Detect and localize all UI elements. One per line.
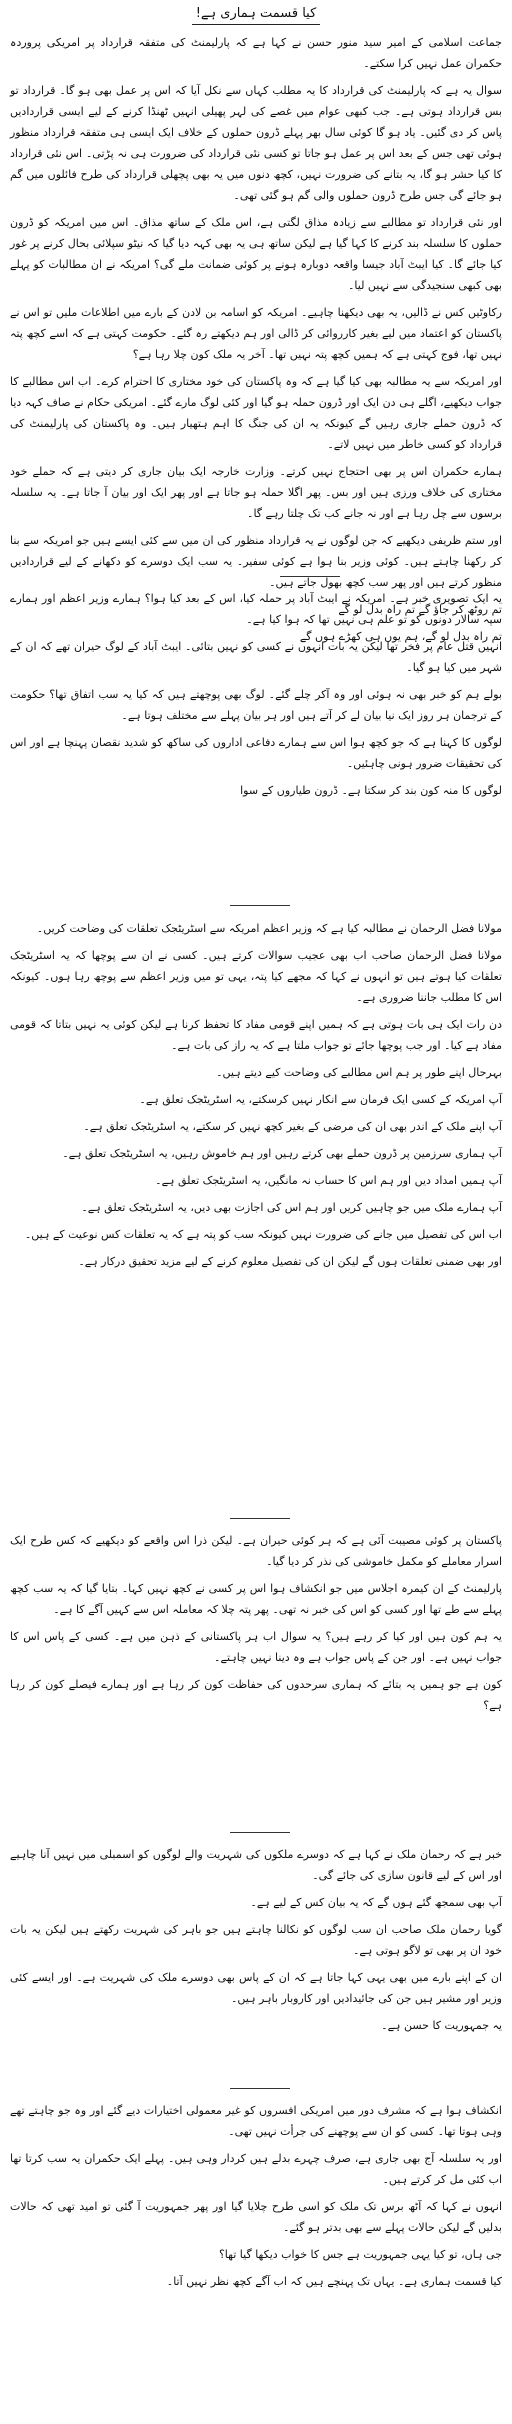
article-paragraph: آپ اپنے ملک کے اندر بھی ان کی مرضی کے بغیر کچھ نہیں کر سکتے، یہ اسٹریٹجک تعلق ہے۔ xyxy=(83,1120,502,1133)
article-paragraph: دن رات ایک ہی بات ہوتی ہے کہ ہمیں اپنے قومی مفاد کا تحفظ کرنا ہے لیکن کوئی یہ نہیں بتاتا کہ قومی مفاد ہے کیا۔ اور جب پوچھا جائے تو جواب ملتا ہے کہ یہ راز کی بات ہے۔ xyxy=(10,1018,502,1052)
article-paragraph: انہیں قتل عام پر فخر تھا لیکن یہ بات انہوں نے کسی کو نہیں بتائی۔ ایبٹ آباد کے لوگ حیران تھے کہ ان کے شہر میں کیا ہو گیا۔ xyxy=(10,640,502,674)
article-paragraph: رکاوٹیں کس نے ڈالیں، یہ بھی دیکھنا چاہیے۔ امریکہ کو اسامہ بن لادن کے بارے میں اطلاعات ملیں تو اس نے پاکستان کو اعتماد میں لیے بغیر کارروائی کر ڈالی اور ہم دیکھتے رہ گئے۔ حکومت کہتی ہے کہ اسے کچھ پتہ نہیں تھا، فوج کہتی ہے کہ ہمیں کچھ پتہ نہیں تھا۔ آخر یہ ملک کون چلا رہا ہے؟ xyxy=(10,306,502,361)
article-paragraph: اور نئی قرارداد تو مطالبے سے زیادہ مذاق لگتی ہے، اس ملک کے ساتھ مذاق۔ اس میں امریکہ کو ڈرون حملوں کا سلسلہ بند کرنے کا کہا گیا ہے لیکن ساتھ ہی یہ بھی کہہ دیا گیا کہ نیٹو سپلائی بحال کرنے پر غور کیا جائے گا۔ کیا ایبٹ آباد جیسا واقعہ دوبارہ ہونے پر کوئی ضمانت ملے گی؟ امریکہ نے ان مطالبات کو پہلے بھی کبھی سنجیدگی سے نہیں لیا۔ xyxy=(10,216,502,292)
article-section xyxy=(10,32,502,653)
section-divider xyxy=(230,905,290,906)
article-section xyxy=(10,1844,502,2042)
article-paragraph: آپ ہماری سرزمین پر ڈرون حملے بھی کرتے رہیں اور ہم خاموش رہیں، یہ اسٹریٹجک تعلق ہے۔ xyxy=(62,1147,502,1160)
article-section xyxy=(10,1530,502,1722)
article-section xyxy=(10,588,502,807)
article-paragraph: تم راہ بدل لو گے، ہم یوں ہی کھڑے ہوں گے xyxy=(299,630,502,643)
article-paragraph: سوال یہ ہے کہ پارلیمنٹ کی قرارداد کا یہ مطلب کہاں سے نکل آیا کہ اس پر عمل بھی ہو گا۔ قرارداد تو بس قرارداد ہوتی ہے۔ جب کبھی عوام میں غصے کی لہر پھیلی انہیں ٹھنڈا کرنے کے لیے ایسی قراردادیں پاس کر دی گئیں۔ یاد ہو گا کوئی سال بھر پہلے ڈرون حملوں کے خلاف ایک ایسی ہی متفقہ قرارداد منظور ہوئی تھی جس کے بعد اس پر عمل ہو جاتا تو کسی نئی قرارداد کی ضرورت ہی نہ پڑتی۔ اس نئی قرارداد کا کیا حشر ہو گا، یہ بتانے کی ضرورت نہیں، کچھ دنوں میں یہ بھی پچھلی قرارداد کی طرح فائلوں میں گم ہو جائے گی جس طرح ڈرون حملوں والی گم ہو گئی تھی۔ xyxy=(10,84,502,202)
article-paragraph: تم روٹھ کر جاؤ گے تم راہ بدل لو گے xyxy=(338,603,502,616)
article-paragraph: مولانا فضل الرحمان صاحب اب بھی عجیب سوالات کرتے ہیں۔ کسی نے ان سے پوچھا کہ یہ اسٹریٹجک تعلقات کیا ہوتے ہیں تو انہوں نے کہا کہ مجھے کیا پتہ، یہی تو میں وزیر اعظم سے پوچھ رہا ہوں۔ کیونکہ اس کا مطلب جاننا ضروری ہے۔ xyxy=(10,949,502,1004)
article-paragraph: ان کے اپنے بارے میں بھی یہی کہا جاتا ہے کہ ان کے پاس بھی دوسرے ملک کی شہریت ہے۔ اور ایسے کئی وزیر اور مشیر ہیں جن کی جائیدادیں اور کاروبار باہر ہیں۔ xyxy=(10,1971,502,2005)
section-divider xyxy=(230,1518,290,1519)
article-paragraph: یہ جمہوریت کا حسن ہے۔ xyxy=(381,2019,502,2032)
section-divider xyxy=(230,2088,290,2089)
article-paragraph: گویا رحمان ملک صاحب ان سب لوگوں کو نکالنا چاہتے ہیں جو باہر کی شہریت رکھتے ہیں لیکن یہ بات خود ان پر بھی تو لاگو ہوتی ہے۔ xyxy=(10,1923,502,1957)
article-paragraph: آپ بھی سمجھ گئے ہوں گے کہ یہ بیان کس کے لیے ہے۔ xyxy=(250,1896,502,1909)
article-paragraph: مولانا فضل الرحمان نے مطالبہ کیا ہے کہ وزیر اعظم امریکہ سے اسٹریٹجک تعلقات کی وضاحت کریں۔ xyxy=(36,922,502,935)
article-paragraph: کیا قسمت ہماری ہے۔ یہاں تک پہنچے ہیں کہ اب آگے کچھ نظر نہیں آتا۔ xyxy=(166,2275,502,2288)
article-paragraph: ہمارے حکمران اس پر بھی احتجاج نہیں کرتے۔ وزارت خارجہ ایک بیان جاری کر دیتی ہے کہ حملے خود مختاری کی خلاف ورزی ہیں اور بس۔ پھر اگلا حملہ ہو جاتا ہے اور پھر ایک اور بیان آ جاتا ہے۔ یہ سلسلہ برسوں سے چل رہا ہے اور نہ جانے کب تک چلتا رہے گا۔ xyxy=(10,465,502,520)
article-paragraph: بولے ہم کو خبر بھی نہ ہوئی اور وہ آکر چلے گئے۔ لوگ بھی پوچھتے ہیں کہ کیا یہ سب اتفاق تھا؟ حکومت کے ترجمان ہر روز ایک نیا بیان لے کر آتے ہیں اور ہر بیان پہلے سے مختلف ہوتا ہے۔ xyxy=(10,688,502,722)
article-section xyxy=(10,2100,502,2298)
article-paragraph: پارلیمنٹ کے ان کیمرہ اجلاس میں جو انکشاف ہوا اس پر کسی نے کچھ نہیں کہا۔ بتایا گیا کہ یہ سب کچھ پہلے سے طے تھا اور کسی کو اس کی خبر نہ تھی۔ پھر پتہ چلا کہ معاملہ اس سے کہیں آگے کا ہے۔ xyxy=(10,1582,502,1616)
article-paragraph: خبر ہے کہ رحمان ملک نے کہا ہے کہ دوسرے ملکوں کی شہریت والے لوگوں کو اسمبلی میں نہیں آنا چاہیے اور اس کے لیے قانون سازی کی جائے گی۔ xyxy=(10,1848,502,1882)
article-section xyxy=(10,918,502,1278)
article-paragraph: اب اس کی تفصیل میں جانے کی ضرورت نہیں کیونکہ سب کو پتہ ہے کہ یہ تعلقات کس نوعیت کے ہیں۔ xyxy=(24,1228,502,1241)
article-paragraph: لوگوں کا کہنا ہے کہ جو کچھ ہوا اس سے ہمارے دفاعی اداروں کی ساکھ کو شدید نقصان پہنچا ہے اور اس کی تحقیقات ضرور ہونی چاہئیں۔ xyxy=(10,736,502,770)
article-paragraph: آپ امریکہ کے کسی ایک فرمان سے انکار نہیں کرسکتے، یہ اسٹریٹجک تعلق ہے۔ xyxy=(139,1093,502,1106)
article-paragraph: یہ ہم کون ہیں اور کیا کر رہے ہیں؟ یہ سوال اب ہر پاکستانی کے ذہن میں ہے۔ کسی کے پاس اس کا جواب نہیں ہے۔ اور جن کے پاس جواب ہے وہ دینا نہیں چاہتے۔ xyxy=(10,1630,502,1664)
section-divider xyxy=(230,1832,290,1833)
article-paragraph: جماعت اسلامی کے امیر سید منور حسن نے کہا ہے کہ پارلیمنٹ کی متفقہ قرارداد پر امریکی پروردہ حکمران عمل نہیں کرا سکتے۔ xyxy=(10,36,502,70)
article-paragraph: انکشاف ہوا ہے کہ مشرف دور میں امریکی افسروں کو غیر معمولی اختیارات دیے گئے اور وہ جو چاہتے تھے وہی ہوتا تھا۔ کسی کو ان سے پوچھنے کی جرأت نہیں تھی۔ xyxy=(10,2104,502,2138)
article-paragraph: اور ستم ظریفی دیکھیے کہ جن لوگوں نے یہ قرارداد منظور کی ان میں سے کئی ایسے ہیں جو امریکہ سے بنا کر رکھنا چاہتے ہیں۔ کوئی وزیر بنا ہوا ہے کوئی سفیر۔ یہ سب ایک دوسرے کو دکھانے کے لیے قراردادیں منظور کرتے ہیں اور پھر سب کچھ بھول جاتے ہیں۔ xyxy=(10,534,502,589)
article-title: کیا قسمت ہماری ہے! xyxy=(192,4,321,25)
article-paragraph: جی ہاں، تو کیا یہی جمہوریت ہے جس کا خواب دیکھا گیا تھا؟ xyxy=(218,2248,502,2261)
article-paragraph: پاکستان پر کوئی مصیبت آئی ہے کہ ہر کوئی حیران ہے۔ لیکن ذرا اس واقعے کو دیکھیے کہ کس طرح ایک اسرار معاملے کو مکمل خاموشی کی نذر کر دیا گیا۔ xyxy=(10,1534,502,1568)
article-paragraph: اور بھی ضمنی تعلقات ہوں گے لیکن ان کی تفصیل معلوم کرنے کے لیے مزید تحقیق درکار ہے۔ xyxy=(78,1255,502,1268)
article-paragraph: آپ ہمارے ملک میں جو چاہیں کریں اور ہم اس کی اجازت بھی دیں، یہ اسٹریٹجک تعلق ہے۔ xyxy=(81,1201,502,1214)
article-paragraph: انہوں نے کہا کہ آٹھ برس تک ملک کو اسی طرح چلایا گیا اور پھر جمہوریت آ گئی تو امید تھی کہ حالات بدلیں گے لیکن حالات پہلے سے بھی بدتر ہو گئے۔ xyxy=(10,2200,502,2234)
article-paragraph: اور یہ سلسلہ آج بھی جاری ہے، صرف چہرے بدلے ہیں کردار وہی ہیں۔ پہلے ایک حکمران یہ سب کرتا تھا اب کئی مل کر کرتے ہیں۔ xyxy=(10,2152,502,2186)
article-paragraph: بہرحال اپنے طور پر ہم اس مطالبے کی وضاحت کیے دیتے ہیں۔ xyxy=(216,1066,502,1079)
article-paragraph: اور امریکہ سے یہ مطالبہ بھی کیا گیا ہے کہ وہ پاکستان کی خود مختاری کا احترام کرے۔ اب اس مطالبے کا جواب دیکھیے، اگلے ہی دن ایک اور ڈرون حملہ ہو گیا اور کئی لوگ مارے گئے۔ امریکی حکام نے صاف کہہ دیا کہ ڈرون حملے جاری رہیں گے کیونکہ یہ ان کی جنگ کا اہم ہتھیار ہیں۔ وہ پاکستان کی پارلیمنٹ کی قرارداد کو کسی خاطر میں نہیں لاتے۔ xyxy=(10,375,502,451)
article-paragraph: یہ ایک تصویری خبر ہے۔ امریکہ نے ایبٹ آباد پر حملہ کیا، اس کے بعد کیا ہوا؟ ہمارے وزیر اعظم اور ہمارے سپہ سالار دونوں کو تو علم ہی نہیں تھا کہ ہوا کیا ہے۔ xyxy=(10,592,502,626)
title-wrap xyxy=(0,2,512,26)
article-paragraph: لوگوں کا منہ کون بند کر سکتا ہے۔ ڈرون طیاروں کے سوا xyxy=(240,784,502,797)
article-paragraph: کون ہے جو ہمیں یہ بتائے کہ ہماری سرحدوں کی حفاظت کون کر رہا ہے اور ہمارے فیصلے کون کر رہا ہے؟ xyxy=(10,1678,502,1712)
article-paragraph: آپ ہمیں امداد دیں اور ہم اس کا حساب نہ مانگیں، یہ اسٹریٹجک تعلق ہے۔ xyxy=(155,1174,502,1187)
